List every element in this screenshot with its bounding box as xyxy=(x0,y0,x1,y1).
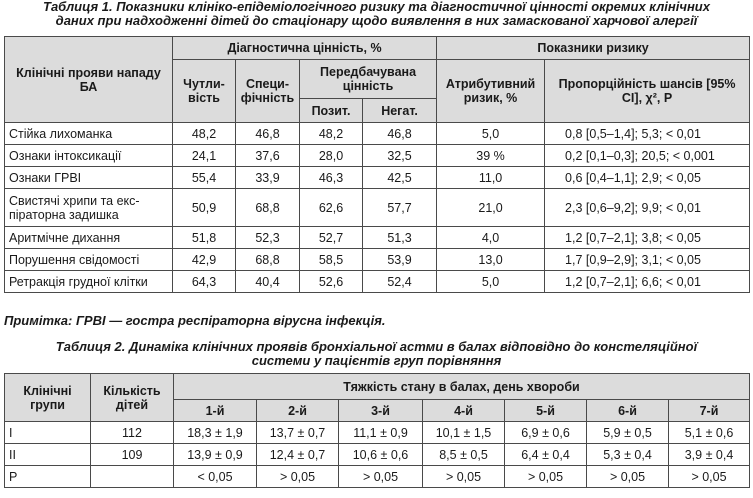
table-row xyxy=(5,444,750,466)
table2 xyxy=(4,373,750,488)
symptom-cell: Свистячі хрипи та екс-піраторна задишка xyxy=(5,189,173,227)
severity-cell: < 0,05 xyxy=(174,466,257,488)
table-row xyxy=(5,422,750,444)
negative-predictive-cell: 53,9 xyxy=(363,249,437,271)
table1-col-attr: Атрибутивний ризик, % xyxy=(437,60,545,123)
severity-cell: 6,9 ± 0,6 xyxy=(505,422,587,444)
table2-col-count: Кількість дітей xyxy=(91,374,174,422)
attributive-risk-cell: 4,0 xyxy=(437,227,545,249)
severity-cell: 10,6 ± 0,6 xyxy=(339,444,423,466)
specificity-cell: 40,4 xyxy=(236,271,300,293)
attributive-risk-cell: 5,0 xyxy=(437,271,545,293)
table1-caption xyxy=(0,0,753,28)
table-row xyxy=(5,227,750,249)
severity-cell: 6,4 ± 0,4 xyxy=(505,444,587,466)
severity-cell: > 0,05 xyxy=(669,466,750,488)
severity-cell: 5,3 ± 0,4 xyxy=(587,444,669,466)
group-cell: I xyxy=(5,422,91,444)
sensitivity-cell: 64,3 xyxy=(173,271,236,293)
negative-predictive-cell: 52,4 xyxy=(363,271,437,293)
table2-caption xyxy=(0,340,753,368)
table-row xyxy=(5,167,750,189)
attributive-risk-cell: 39 % xyxy=(437,145,545,167)
odds-ratio-cell: 1,2 [0,7–2,1]; 3,8; < 0,05 xyxy=(545,227,750,249)
severity-cell: 5,1 ± 0,6 xyxy=(669,422,750,444)
table2-body xyxy=(5,422,750,488)
attributive-risk-cell: 21,0 xyxy=(437,189,545,227)
specificity-cell: 46,8 xyxy=(236,123,300,145)
specificity-cell: 33,9 xyxy=(236,167,300,189)
odds-ratio-cell: 2,3 [0,6–9,2]; 9,9; < 0,01 xyxy=(545,189,750,227)
positive-predictive-cell: 58,5 xyxy=(300,249,363,271)
symptom-cell: Ретракція грудної клітки xyxy=(5,271,173,293)
severity-cell: 12,4 ± 0,7 xyxy=(257,444,339,466)
severity-cell: 10,1 ± 1,5 xyxy=(423,422,505,444)
table1-col-symptoms: Клінічні прояви нападу БА xyxy=(5,37,173,123)
odds-ratio-cell: 0,6 [0,4–1,1]; 2,9; < 0,05 xyxy=(545,167,750,189)
symptom-cell: Ознаки інтоксикації xyxy=(5,145,173,167)
day-header: 5-й xyxy=(505,400,587,422)
odds-ratio-cell: 1,2 [0,7–2,1]; 6,6; < 0,01 xyxy=(545,271,750,293)
sensitivity-cell: 51,8 xyxy=(173,227,236,249)
sensitivity-cell: 24,1 xyxy=(173,145,236,167)
table1-group-pred: Передбачувана цінність xyxy=(300,60,437,99)
severity-cell: > 0,05 xyxy=(339,466,423,488)
negative-predictive-cell: 42,5 xyxy=(363,167,437,189)
group-cell: P xyxy=(5,466,91,488)
symptom-cell: Стійка лихоманка xyxy=(5,123,173,145)
severity-cell: 11,1 ± 0,9 xyxy=(339,422,423,444)
sensitivity-cell: 42,9 xyxy=(173,249,236,271)
specificity-cell: 52,3 xyxy=(236,227,300,249)
positive-predictive-cell: 52,7 xyxy=(300,227,363,249)
negative-predictive-cell: 32,5 xyxy=(363,145,437,167)
day-header: 3-й xyxy=(339,400,423,422)
severity-cell: 3,9 ± 0,4 xyxy=(669,444,750,466)
positive-predictive-cell: 48,2 xyxy=(300,123,363,145)
severity-cell: > 0,05 xyxy=(505,466,587,488)
table1-group-risk: Показники ризику xyxy=(437,37,750,60)
positive-predictive-cell: 28,0 xyxy=(300,145,363,167)
severity-cell: > 0,05 xyxy=(587,466,669,488)
table2-group-severity: Тяжкість стану в балах, день хвороби xyxy=(174,374,750,400)
severity-cell: 13,7 ± 0,7 xyxy=(257,422,339,444)
sensitivity-cell: 50,9 xyxy=(173,189,236,227)
table1-caption-line2: даних при надходженні дітей до стаціонару щодо виявлення в них замаскованої харчової алергії xyxy=(55,13,698,28)
table1-body xyxy=(5,123,750,293)
table-row xyxy=(5,466,750,488)
negative-predictive-cell: 51,3 xyxy=(363,227,437,249)
table-row xyxy=(5,249,750,271)
positive-predictive-cell: 46,3 xyxy=(300,167,363,189)
table1-col-or: Пропорційність шансів [95% CI], χ², P xyxy=(545,60,750,123)
day-header: 4-й xyxy=(423,400,505,422)
odds-ratio-cell: 1,7 [0,9–2,9]; 3,1; < 0,05 xyxy=(545,249,750,271)
severity-cell: 13,9 ± 0,9 xyxy=(174,444,257,466)
table-row xyxy=(5,145,750,167)
table1-col-neg: Негат. xyxy=(363,99,437,123)
attributive-risk-cell: 13,0 xyxy=(437,249,545,271)
table1-header-row1 xyxy=(5,37,750,60)
table-row xyxy=(5,123,750,145)
positive-predictive-cell: 62,6 xyxy=(300,189,363,227)
count-cell xyxy=(91,466,174,488)
positive-predictive-cell: 52,6 xyxy=(300,271,363,293)
day-header: 7-й xyxy=(669,400,750,422)
table2-header-row1 xyxy=(5,374,750,400)
table1-col-sens: Чутли-вість xyxy=(173,60,236,123)
day-header: 6-й xyxy=(587,400,669,422)
specificity-cell: 37,6 xyxy=(236,145,300,167)
specificity-cell: 68,8 xyxy=(236,249,300,271)
day-header: 1-й xyxy=(174,400,257,422)
attributive-risk-cell: 5,0 xyxy=(437,123,545,145)
table-row xyxy=(5,189,750,227)
negative-predictive-cell: 46,8 xyxy=(363,123,437,145)
table1-col-spec: Специ-фічність xyxy=(236,60,300,123)
group-cell: II xyxy=(5,444,91,466)
severity-cell: > 0,05 xyxy=(423,466,505,488)
table2-caption-line1: Таблиця 2. Динаміка клінічних проявів бронхіальної астми в балах відповідно до констеляційної xyxy=(55,339,698,354)
table1-note: Примітка: ГРВІ — гостра респіраторна вірусна інфекція. xyxy=(4,313,386,328)
table1-group-diag: Діагностична цінність, % xyxy=(173,37,437,60)
odds-ratio-cell: 0,8 [0,5–1,4]; 5,3; < 0,01 xyxy=(545,123,750,145)
table1-col-pos: Позит. xyxy=(300,99,363,123)
severity-cell: 8,5 ± 0,5 xyxy=(423,444,505,466)
count-cell: 112 xyxy=(91,422,174,444)
symptom-cell: Порушення свідомості xyxy=(5,249,173,271)
sensitivity-cell: 55,4 xyxy=(173,167,236,189)
symptom-cell: Ознаки ГРВІ xyxy=(5,167,173,189)
day-header: 2-й xyxy=(257,400,339,422)
attributive-risk-cell: 11,0 xyxy=(437,167,545,189)
specificity-cell: 68,8 xyxy=(236,189,300,227)
severity-cell: 18,3 ± 1,9 xyxy=(174,422,257,444)
table-row xyxy=(5,271,750,293)
severity-cell: 5,9 ± 0,5 xyxy=(587,422,669,444)
severity-cell: > 0,05 xyxy=(257,466,339,488)
table1-caption-line1: Таблиця 1. Показники клініко-епідеміологічного ризику та діагностичної цінності окремих клінічних xyxy=(43,0,710,14)
negative-predictive-cell: 57,7 xyxy=(363,189,437,227)
table2-col-groups: Клінічні групи xyxy=(5,374,91,422)
table1 xyxy=(4,36,750,293)
sensitivity-cell: 48,2 xyxy=(173,123,236,145)
symptom-cell: Аритмічне дихання xyxy=(5,227,173,249)
odds-ratio-cell: 0,2 [0,1–0,3]; 20,5; < 0,001 xyxy=(545,145,750,167)
table2-caption-line2: системи у пацієнтів груп порівняння xyxy=(251,353,502,368)
count-cell: 109 xyxy=(91,444,174,466)
